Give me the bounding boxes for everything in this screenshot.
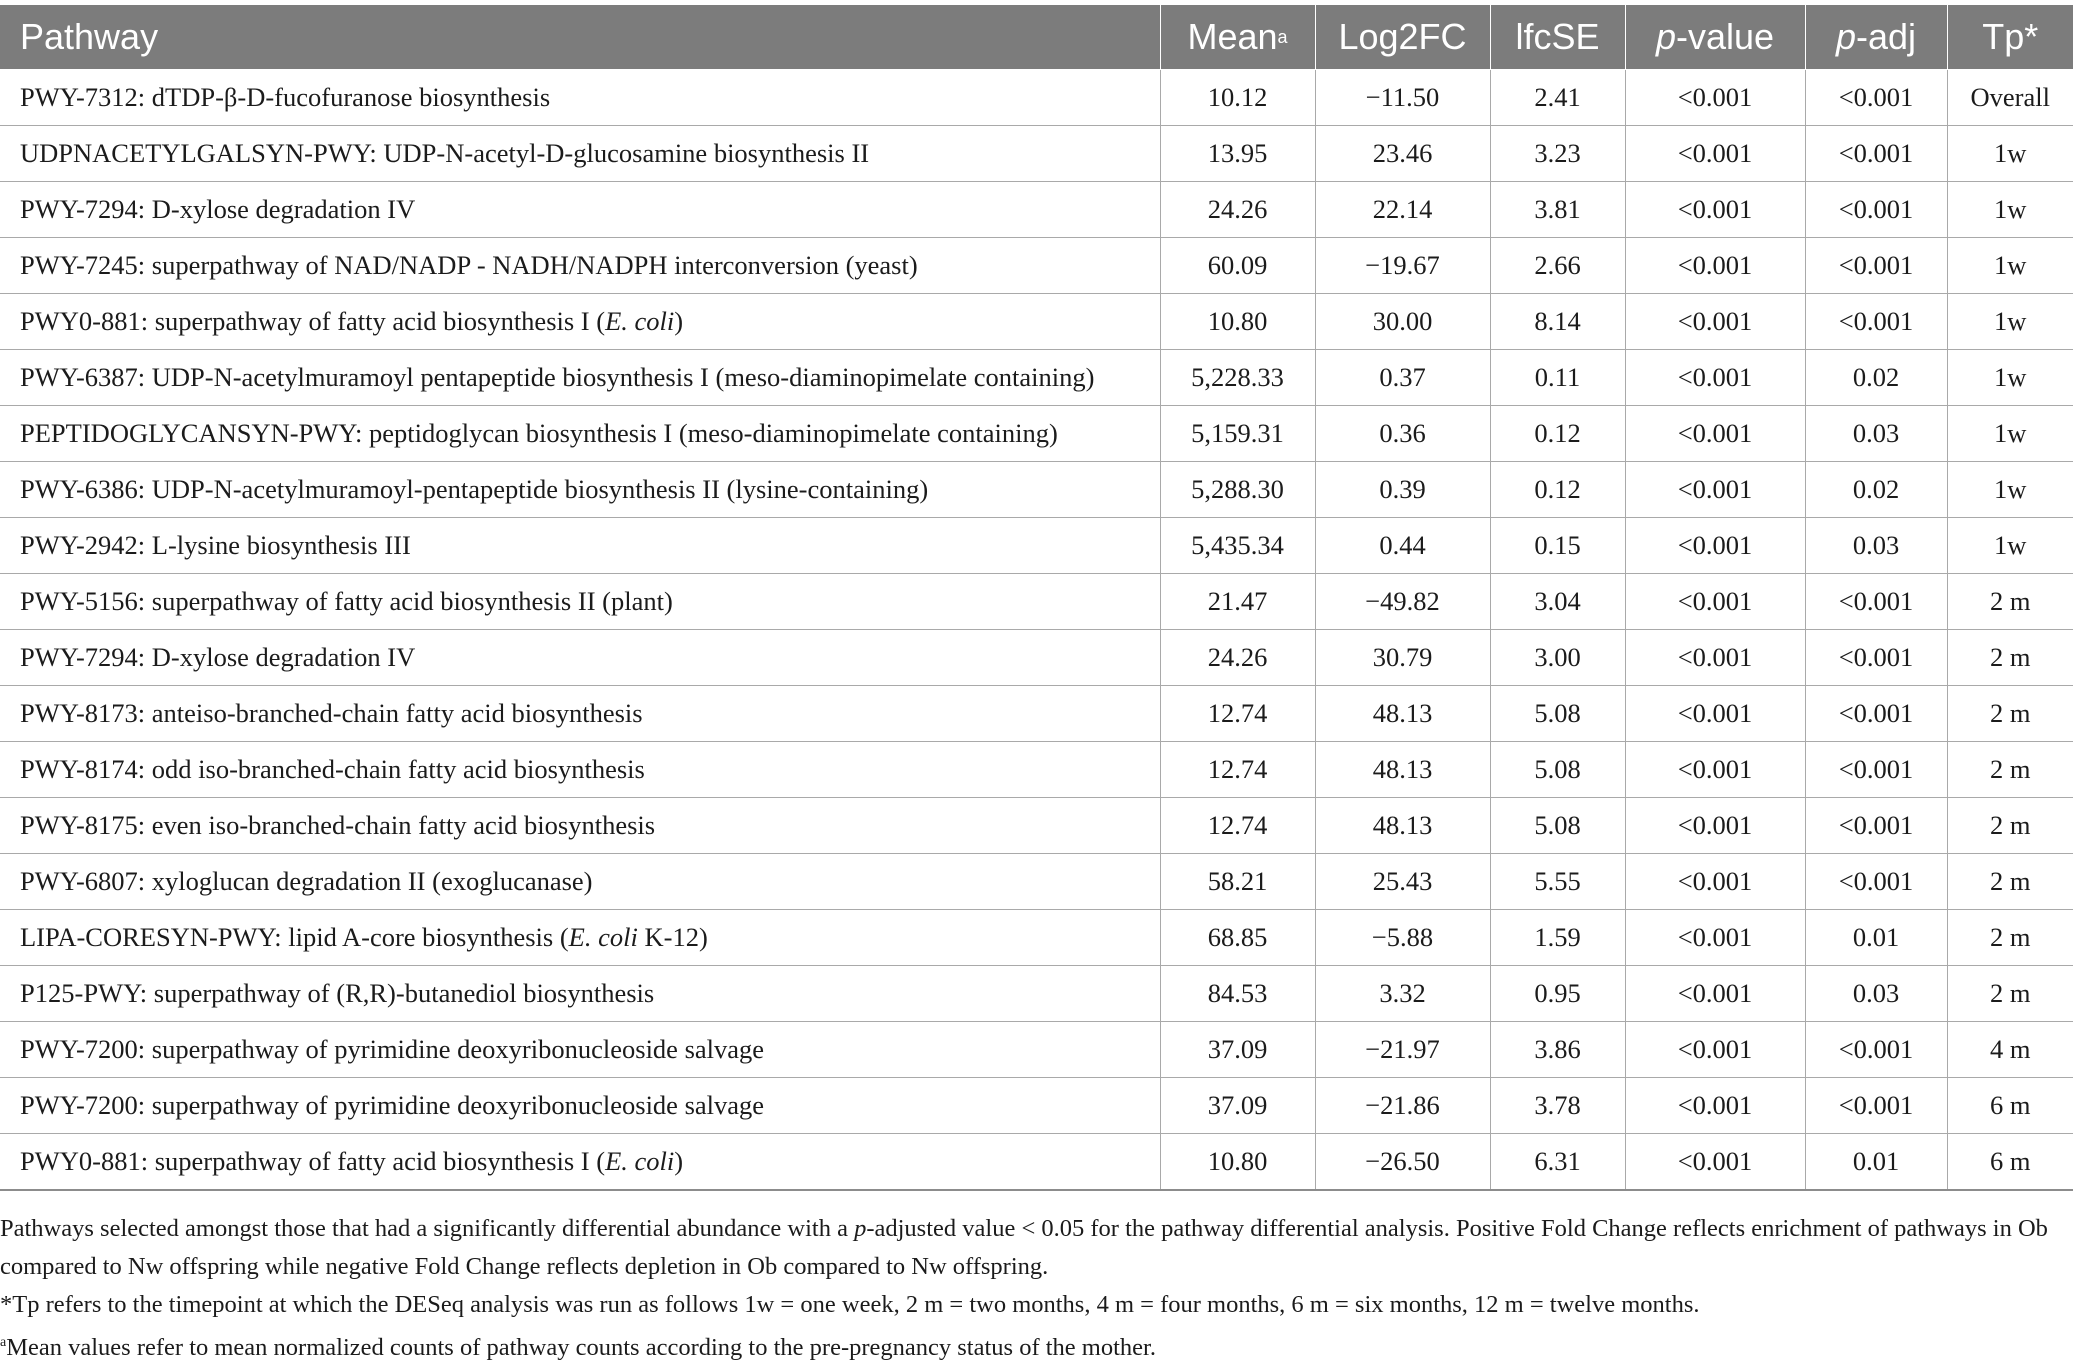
cell-tp: 2 m [1947,686,2073,742]
footnote-selection: Pathways selected amongst those that had a significantly differential abundance with a p-adjusted value < 0.05 for the pathway differential analysis. Positive Fold Change reflects enrichment of pathways in Ob compared to Nw offspring while negative Fold Change reflects depletion in Ob compared to Nw offspring. [0,1215,2048,1280]
cell-lfcse: 0.15 [1490,518,1625,574]
cell-tp: 1w [1947,126,2073,182]
cell-padj: <0.001 [1805,686,1947,742]
cell-mean: 5,435.34 [1160,518,1315,574]
cell-pvalue: <0.001 [1625,1078,1805,1134]
cell-tp: 1w [1947,350,2073,406]
cell-tp: 1w [1947,518,2073,574]
cell-mean: 12.74 [1160,686,1315,742]
cell-mean: 84.53 [1160,966,1315,1022]
cell-padj: <0.001 [1805,630,1947,686]
cell-log2fc: 48.13 [1315,798,1490,854]
cell-log2fc: 0.37 [1315,350,1490,406]
cell-pvalue: <0.001 [1625,182,1805,238]
cell-tp: 6 m [1947,1078,2073,1134]
cell-pathway: PWY-6387: UDP-N-acetylmuramoyl pentapeptide biosynthesis I (meso-diaminopimelate containing) [0,350,1160,406]
cell-lfcse: 1.59 [1490,910,1625,966]
cell-tp: 1w [1947,294,2073,350]
cell-tp: 1w [1947,462,2073,518]
cell-log2fc: −11.50 [1315,70,1490,126]
cell-mean: 5,159.31 [1160,406,1315,462]
cell-pathway: PWY-7312: dTDP-β-D-fucofuranose biosynthesis [0,70,1160,126]
cell-pathway: LIPA-CORESYN-PWY: lipid A-core biosynthesis (E. coli K-12) [0,910,1160,966]
cell-mean: 5,228.33 [1160,350,1315,406]
footnote-timepoint: *Tp refers to the timepoint at which the DESeq analysis was run as follows 1w = one week, 2 m = two months, 4 m = four months, 6 m = six months, 12 m = twelve months. [0,1291,1700,1318]
cell-lfcse: 0.11 [1490,350,1625,406]
cell-padj: <0.001 [1805,70,1947,126]
col-header-lfcse: lfcSE [1490,5,1625,70]
cell-padj: <0.001 [1805,182,1947,238]
cell-mean: 37.09 [1160,1022,1315,1078]
cell-lfcse: 0.12 [1490,406,1625,462]
col-header-pathway: Pathway [0,5,1160,70]
cell-mean: 60.09 [1160,238,1315,294]
cell-pathway: PWY-7245: superpathway of NAD/NADP - NADH/NADPH interconversion (yeast) [0,238,1160,294]
cell-lfcse: 0.95 [1490,966,1625,1022]
col-header-pvalue: p-value [1625,5,1805,70]
cell-pvalue: <0.001 [1625,238,1805,294]
table-row [0,686,2073,742]
table-row [0,1022,2073,1078]
cell-log2fc: 48.13 [1315,742,1490,798]
cell-pvalue: <0.001 [1625,1022,1805,1078]
cell-pathway: PWY-7294: D-xylose degradation IV [0,182,1160,238]
cell-lfcse: 3.00 [1490,630,1625,686]
cell-pvalue: <0.001 [1625,1134,1805,1191]
cell-pathway: PWY0-881: superpathway of fatty acid biosynthesis I (E. coli) [0,294,1160,350]
cell-tp: 2 m [1947,742,2073,798]
cell-tp: Overall [1947,70,2073,126]
table-row [0,742,2073,798]
cell-padj: 0.02 [1805,462,1947,518]
pathway-table [0,5,2073,1191]
cell-pathway: PWY0-881: superpathway of fatty acid biosynthesis I (E. coli) [0,1134,1160,1191]
cell-log2fc: −19.67 [1315,238,1490,294]
cell-pathway: PWY-7200: superpathway of pyrimidine deoxyribonucleoside salvage [0,1022,1160,1078]
cell-padj: <0.001 [1805,1078,1947,1134]
cell-log2fc: 0.44 [1315,518,1490,574]
cell-log2fc: 48.13 [1315,686,1490,742]
cell-pathway: PWY-7294: D-xylose degradation IV [0,630,1160,686]
cell-mean: 10.80 [1160,294,1315,350]
cell-padj: <0.001 [1805,854,1947,910]
cell-lfcse: 5.55 [1490,854,1625,910]
cell-pvalue: <0.001 [1625,742,1805,798]
cell-padj: 0.03 [1805,406,1947,462]
cell-mean: 58.21 [1160,854,1315,910]
cell-padj: <0.001 [1805,1022,1947,1078]
cell-pvalue: <0.001 [1625,462,1805,518]
cell-pathway: PWY-6386: UDP-N-acetylmuramoyl-pentapeptide biosynthesis II (lysine-containing) [0,462,1160,518]
cell-mean: 37.09 [1160,1078,1315,1134]
cell-lfcse: 3.81 [1490,182,1625,238]
cell-padj: <0.001 [1805,798,1947,854]
cell-lfcse: 3.78 [1490,1078,1625,1134]
table-row [0,518,2073,574]
cell-log2fc: −21.97 [1315,1022,1490,1078]
col-header-padj: p-adj [1805,5,1947,70]
col-header-log2fc: Log2FC [1315,5,1490,70]
cell-pvalue: <0.001 [1625,630,1805,686]
cell-lfcse: 3.23 [1490,126,1625,182]
table-row [0,966,2073,1022]
cell-log2fc: 22.14 [1315,182,1490,238]
cell-lfcse: 5.08 [1490,686,1625,742]
cell-pathway: PWY-8175: even iso-branched-chain fatty acid biosynthesis [0,798,1160,854]
cell-tp: 6 m [1947,1134,2073,1191]
cell-tp: 2 m [1947,574,2073,630]
cell-pvalue: <0.001 [1625,686,1805,742]
table-row [0,406,2073,462]
cell-tp: 2 m [1947,910,2073,966]
cell-pathway: PWY-5156: superpathway of fatty acid biosynthesis II (plant) [0,574,1160,630]
cell-pvalue: <0.001 [1625,406,1805,462]
cell-mean: 68.85 [1160,910,1315,966]
cell-log2fc: 25.43 [1315,854,1490,910]
cell-padj: 0.02 [1805,350,1947,406]
cell-lfcse: 2.41 [1490,70,1625,126]
cell-log2fc: 0.39 [1315,462,1490,518]
table-row [0,854,2073,910]
cell-mean: 13.95 [1160,126,1315,182]
cell-mean: 12.74 [1160,798,1315,854]
table-row [0,630,2073,686]
cell-pvalue: <0.001 [1625,126,1805,182]
mean-footnote-mark: a [1277,27,1288,47]
cell-lfcse: 5.08 [1490,798,1625,854]
cell-mean: 24.26 [1160,630,1315,686]
cell-log2fc: 30.79 [1315,630,1490,686]
cell-pvalue: <0.001 [1625,854,1805,910]
cell-lfcse: 2.66 [1490,238,1625,294]
cell-padj: <0.001 [1805,238,1947,294]
cell-tp: 1w [1947,238,2073,294]
cell-pvalue: <0.001 [1625,350,1805,406]
table-row [0,126,2073,182]
cell-log2fc: −26.50 [1315,1134,1490,1191]
cell-padj: <0.001 [1805,294,1947,350]
cell-pvalue: <0.001 [1625,70,1805,126]
cell-padj: <0.001 [1805,574,1947,630]
cell-log2fc: 3.32 [1315,966,1490,1022]
cell-pathway: UDPNACETYLGALSYN-PWY: UDP-N-acetyl-D-glucosamine biosynthesis II [0,126,1160,182]
table-row [0,294,2073,350]
cell-padj: 0.01 [1805,1134,1947,1191]
table-row [0,70,2073,126]
cell-pvalue: <0.001 [1625,574,1805,630]
table-footnotes [0,1210,2060,1367]
table-row [0,238,2073,294]
cell-tp: 1w [1947,406,2073,462]
cell-lfcse: 6.31 [1490,1134,1625,1191]
cell-pathway: PWY-8173: anteiso-branched-chain fatty acid biosynthesis [0,686,1160,742]
cell-tp: 2 m [1947,966,2073,1022]
table-body [0,70,2073,1191]
cell-log2fc: 23.46 [1315,126,1490,182]
footnote-mean: $^a$Mean values refer to mean normalized counts of pathway counts according to the pre-pregnancy status of the mother. [0,1334,1156,1362]
table-row [0,574,2073,630]
cell-pathway: PWY-2942: L-lysine biosynthesis III [0,518,1160,574]
table-row [0,350,2073,406]
cell-pathway: PEPTIDOGLYCANSYN-PWY: peptidoglycan biosynthesis I (meso-diaminopimelate containing) [0,406,1160,462]
table-row [0,1134,2073,1191]
table-row [0,182,2073,238]
col-header-mean: Mean$^a$ [1160,5,1315,70]
cell-lfcse: 3.86 [1490,1022,1625,1078]
table-row [0,1078,2073,1134]
cell-padj: <0.001 [1805,126,1947,182]
cell-mean: 24.26 [1160,182,1315,238]
header-row [0,5,2073,70]
cell-mean: 10.80 [1160,1134,1315,1191]
cell-tp: 1w [1947,182,2073,238]
cell-mean: 10.12 [1160,70,1315,126]
cell-log2fc: 30.00 [1315,294,1490,350]
cell-pvalue: <0.001 [1625,518,1805,574]
cell-pvalue: <0.001 [1625,910,1805,966]
cell-pathway: P125-PWY: superpathway of (R,R)-butanediol biosynthesis [0,966,1160,1022]
table-row [0,910,2073,966]
cell-log2fc: −49.82 [1315,574,1490,630]
cell-tp: 2 m [1947,798,2073,854]
cell-log2fc: 0.36 [1315,406,1490,462]
cell-log2fc: −5.88 [1315,910,1490,966]
cell-pathway: PWY-6807: xyloglucan degradation II (exoglucanase) [0,854,1160,910]
cell-pathway: PWY-7200: superpathway of pyrimidine deoxyribonucleoside salvage [0,1078,1160,1134]
cell-mean: 5,288.30 [1160,462,1315,518]
cell-pvalue: <0.001 [1625,294,1805,350]
cell-lfcse: 8.14 [1490,294,1625,350]
cell-padj: <0.001 [1805,742,1947,798]
table-row [0,798,2073,854]
cell-lfcse: 5.08 [1490,742,1625,798]
cell-log2fc: −21.86 [1315,1078,1490,1134]
cell-lfcse: 0.12 [1490,462,1625,518]
cell-tp: 2 m [1947,854,2073,910]
cell-pvalue: <0.001 [1625,798,1805,854]
cell-lfcse: 3.04 [1490,574,1625,630]
cell-padj: 0.01 [1805,910,1947,966]
col-header-tp: Tp* [1947,5,2073,70]
cell-padj: 0.03 [1805,518,1947,574]
cell-tp: 4 m [1947,1022,2073,1078]
cell-tp: 2 m [1947,630,2073,686]
table-row [0,462,2073,518]
cell-pvalue: <0.001 [1625,966,1805,1022]
cell-mean: 12.74 [1160,742,1315,798]
cell-pathway: PWY-8174: odd iso-branched-chain fatty acid biosynthesis [0,742,1160,798]
cell-mean: 21.47 [1160,574,1315,630]
cell-padj: 0.03 [1805,966,1947,1022]
